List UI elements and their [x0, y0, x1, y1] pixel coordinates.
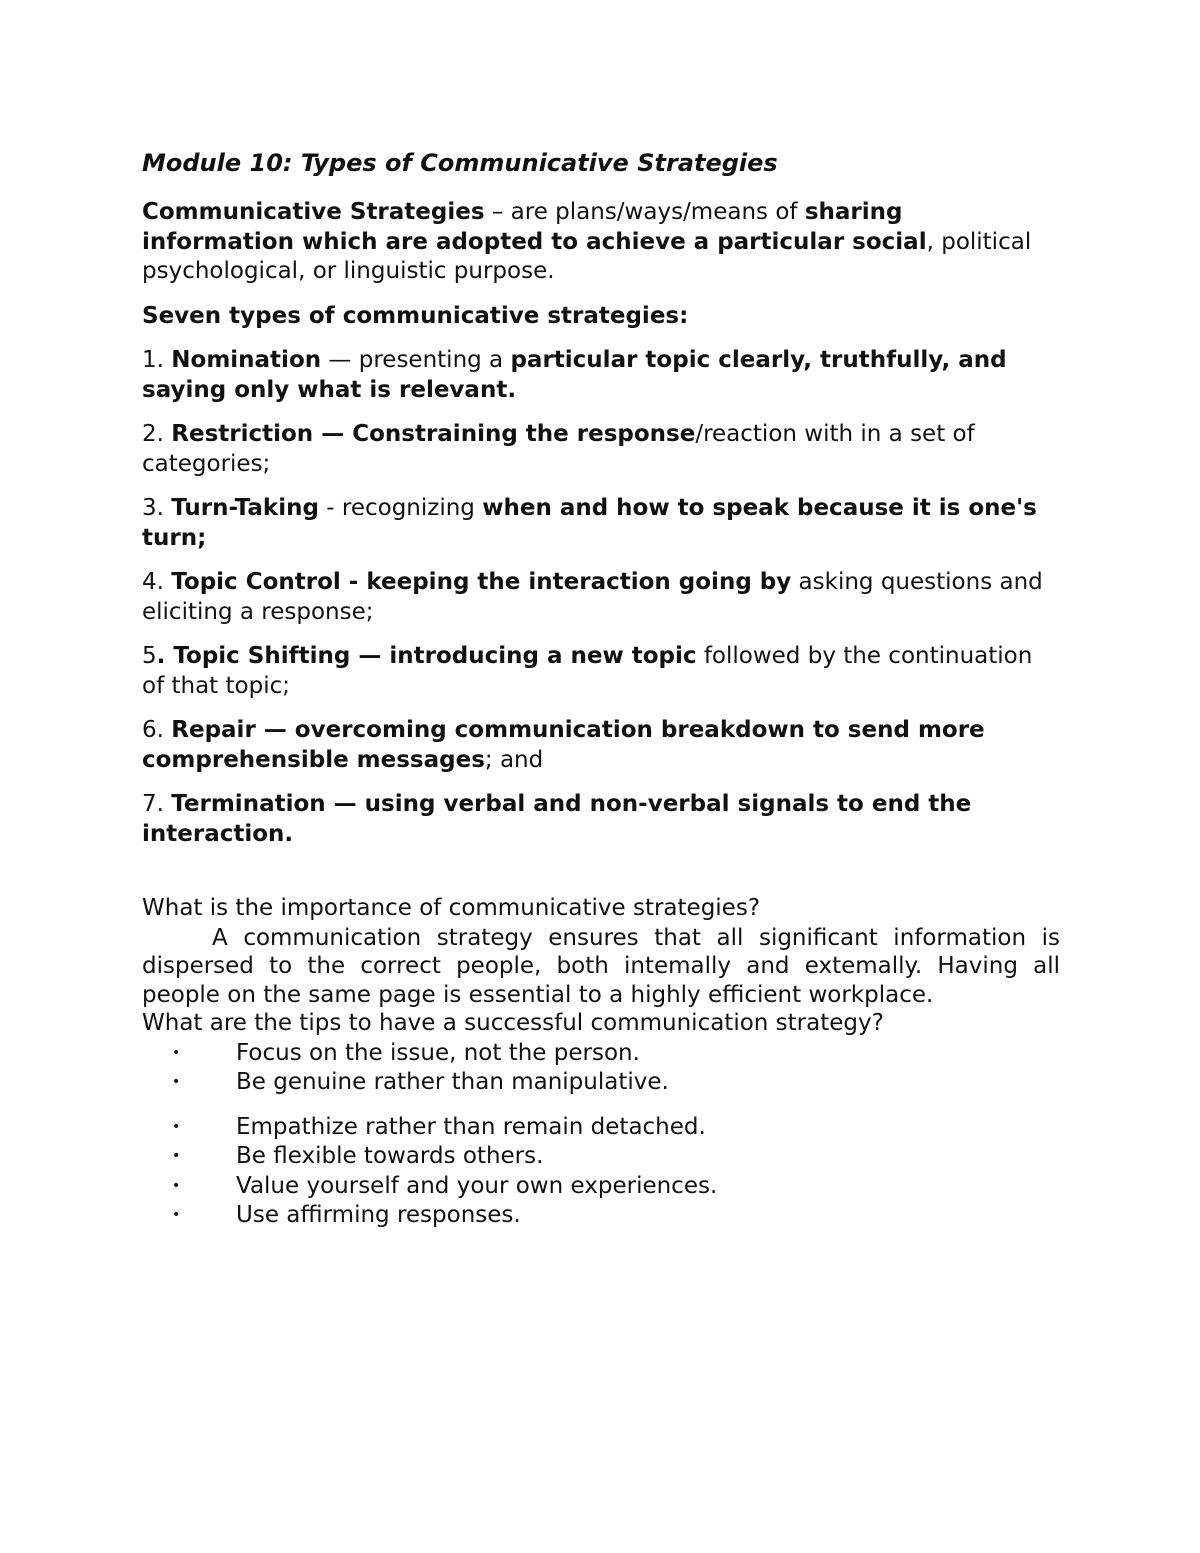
strategy-number: 7.	[142, 791, 172, 817]
tips-list-2	[142, 1113, 1060, 1231]
strategy-bold-text: — introducing a new topic	[350, 643, 697, 669]
bullet-icon: •	[172, 1044, 181, 1061]
strategy-bold-text: — using verbal and non-verbal signals to end the interaction.	[142, 791, 972, 847]
document-page	[142, 146, 1060, 1231]
strategy-item-termination	[142, 790, 1060, 849]
strategy-item-restriction	[142, 420, 1060, 479]
strategy-name: . Topic Shifting	[156, 643, 351, 669]
strategy-number: 3.	[142, 495, 172, 521]
strategy-name: Repair	[171, 717, 256, 743]
module-title: Module 10: Types of Communicative Strategies	[142, 149, 778, 177]
list-item	[142, 1113, 1060, 1143]
strategy-number: 6.	[142, 717, 172, 743]
strategy-number: 4.	[142, 569, 172, 595]
tips-list-1	[142, 1039, 1060, 1098]
importance-question: What is the importance of communicative strategies?	[142, 895, 761, 921]
types-heading: Seven types of communicative strategies:	[142, 302, 689, 329]
list-gap	[142, 1098, 1060, 1113]
strategy-name: Termination	[171, 791, 326, 817]
tip-text: Be flexible towards others.	[236, 1143, 544, 1169]
list-item	[142, 1039, 1060, 1069]
strategy-bold-text: when and how to speak because it is one's turn;	[142, 495, 1037, 551]
strategy-name: Topic Control	[171, 569, 341, 595]
section-spacer	[142, 864, 1060, 894]
tip-text: Value yourself and your own experiences.	[236, 1172, 718, 1199]
strategy-name: Turn-Taking	[171, 495, 319, 521]
strategy-tail: asking questions and eliciting a response;	[142, 569, 1043, 625]
strategy-item-topic-control	[142, 568, 1060, 627]
bullet-icon: •	[172, 1177, 181, 1194]
tip-text: Use affirming responses.	[236, 1202, 521, 1228]
strategy-item-topic-shifting	[142, 642, 1060, 701]
list-item	[142, 1172, 1060, 1202]
strategy-name: Nomination	[171, 347, 322, 373]
tips-question: What are the tips to have a successful communication strategy?	[142, 1010, 884, 1036]
bullet-icon: •	[172, 1118, 181, 1135]
strategy-name: Restriction	[171, 421, 314, 447]
strategy-bold-text: - keeping the interaction going by	[340, 569, 792, 595]
strategy-bold-text: — Constraining the response	[313, 421, 696, 447]
strategy-bold-text: particular topic clearly, truthfully, and saying only what is relevant.	[142, 347, 1007, 403]
strategy-number: 2.	[142, 421, 172, 447]
definition-paragraph	[142, 198, 1060, 287]
strategy-item-repair	[142, 716, 1060, 775]
bullet-icon: •	[172, 1074, 181, 1090]
strategy-mid: - recognizing	[318, 495, 483, 521]
list-item	[142, 1068, 1060, 1098]
list-item	[142, 1201, 1060, 1231]
bullet-icon: •	[172, 1207, 181, 1223]
strategy-tail: /reaction with in a set of categories;	[142, 421, 975, 477]
tip-text: Focus on the issue, not the person.	[236, 1039, 640, 1066]
strategy-item-turn-taking	[142, 494, 1060, 553]
strategy-mid: — presenting a	[321, 347, 511, 373]
tip-text: Be genuine rather than manipulative.	[236, 1069, 669, 1095]
strategy-number: 1.	[142, 347, 172, 373]
strategy-item-nomination	[142, 346, 1060, 405]
definition-bold-1: sharing information which are adopted to achieve a particular social	[142, 199, 927, 255]
tip-text: Empathize rather than remain detached.	[236, 1113, 706, 1140]
definition-term: Communicative Strategies	[142, 199, 485, 225]
importance-answer: A communication strategy ensures that all significant information is dispersed to the correct people, both intemally and extemally. Having all people on the same page is essential to a highly efficient workplace.	[142, 924, 1060, 1008]
bullet-icon: •	[172, 1148, 181, 1164]
definition-text-2: , political psychological, or linguistic purpose.	[142, 228, 1032, 284]
strategy-bold-text: — overcoming communication breakdown to send more comprehensible messages	[142, 717, 985, 773]
strategy-number: 5	[142, 643, 157, 669]
list-item	[142, 1142, 1060, 1172]
strategy-tail: ; and	[484, 746, 544, 773]
strategy-tail: followed by the continuation of that topic;	[142, 643, 1033, 699]
definition-text-1: – are plans/ways/means of	[484, 199, 805, 225]
